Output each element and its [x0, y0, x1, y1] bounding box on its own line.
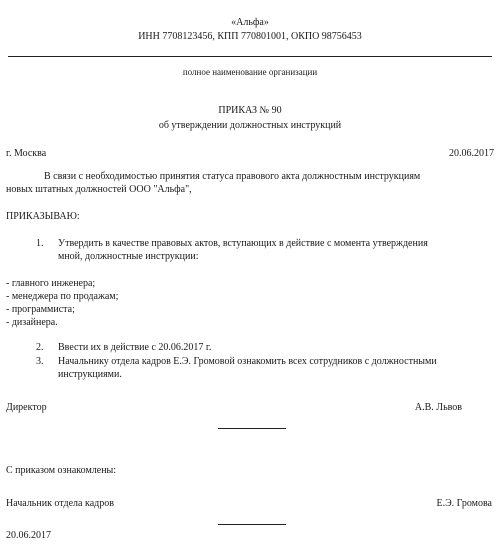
order-subtitle: об утверждении должностных инструкций [158, 120, 342, 131]
position-list-item: - менеджера по продажам; [6, 291, 119, 302]
order-command: ПРИКАЗЫВАЮ: [6, 211, 80, 222]
hr-signature-line [218, 524, 286, 525]
item-2-number: 2. [36, 342, 44, 353]
order-title: ПРИКАЗ № 90 [218, 105, 282, 116]
director-title: Директор [6, 402, 47, 413]
org-full-name-caption: полное наименование организации [182, 67, 318, 77]
item-3-line-2: инструкциями. [58, 369, 122, 380]
position-list-item: - программиста; [6, 304, 75, 315]
position-list-item: - дизайнера. [6, 317, 58, 328]
company-codes: ИНН 7708123456, КПП 770801001, ОКПО 98756453 [138, 31, 362, 42]
hr-name: Е.Э. Громова [436, 498, 492, 509]
company-name: «Альфа» [231, 17, 269, 28]
intro-line-2: новых штатных должностей ООО "Альфа", [6, 184, 192, 195]
order-date: 20.06.2017 [449, 148, 494, 159]
header-divider [8, 56, 492, 57]
acquainted-caption: С приказом ознакомлены: [6, 465, 117, 476]
item-1-line-1: Утвердить в качестве правовых актов, вступающих в действие с момента утверждения [58, 238, 428, 249]
item-2-text: Ввести их в действие с 20.06.2017 г. [58, 342, 212, 353]
order-city: г. Москва [6, 148, 47, 159]
position-list-item: - главного инженера; [6, 278, 96, 289]
intro-line-1: В связи с необходимостью принятия статуса правового акта должностным инструкциям [44, 171, 421, 182]
item-1-line-2: мной, должностные инструкции: [58, 251, 199, 262]
hr-signature-date: 20.06.2017 [6, 530, 51, 541]
hr-title: Начальник отдела кадров [6, 498, 114, 509]
item-3-line-1: Начальнику отдела кадров Е.Э. Громовой ознакомить всех сотрудников с должностными [58, 356, 437, 367]
item-1-number: 1. [36, 238, 44, 249]
director-name: А.В. Львов [414, 402, 462, 413]
director-signature-line [218, 428, 286, 429]
item-3-number: 3. [36, 356, 44, 367]
